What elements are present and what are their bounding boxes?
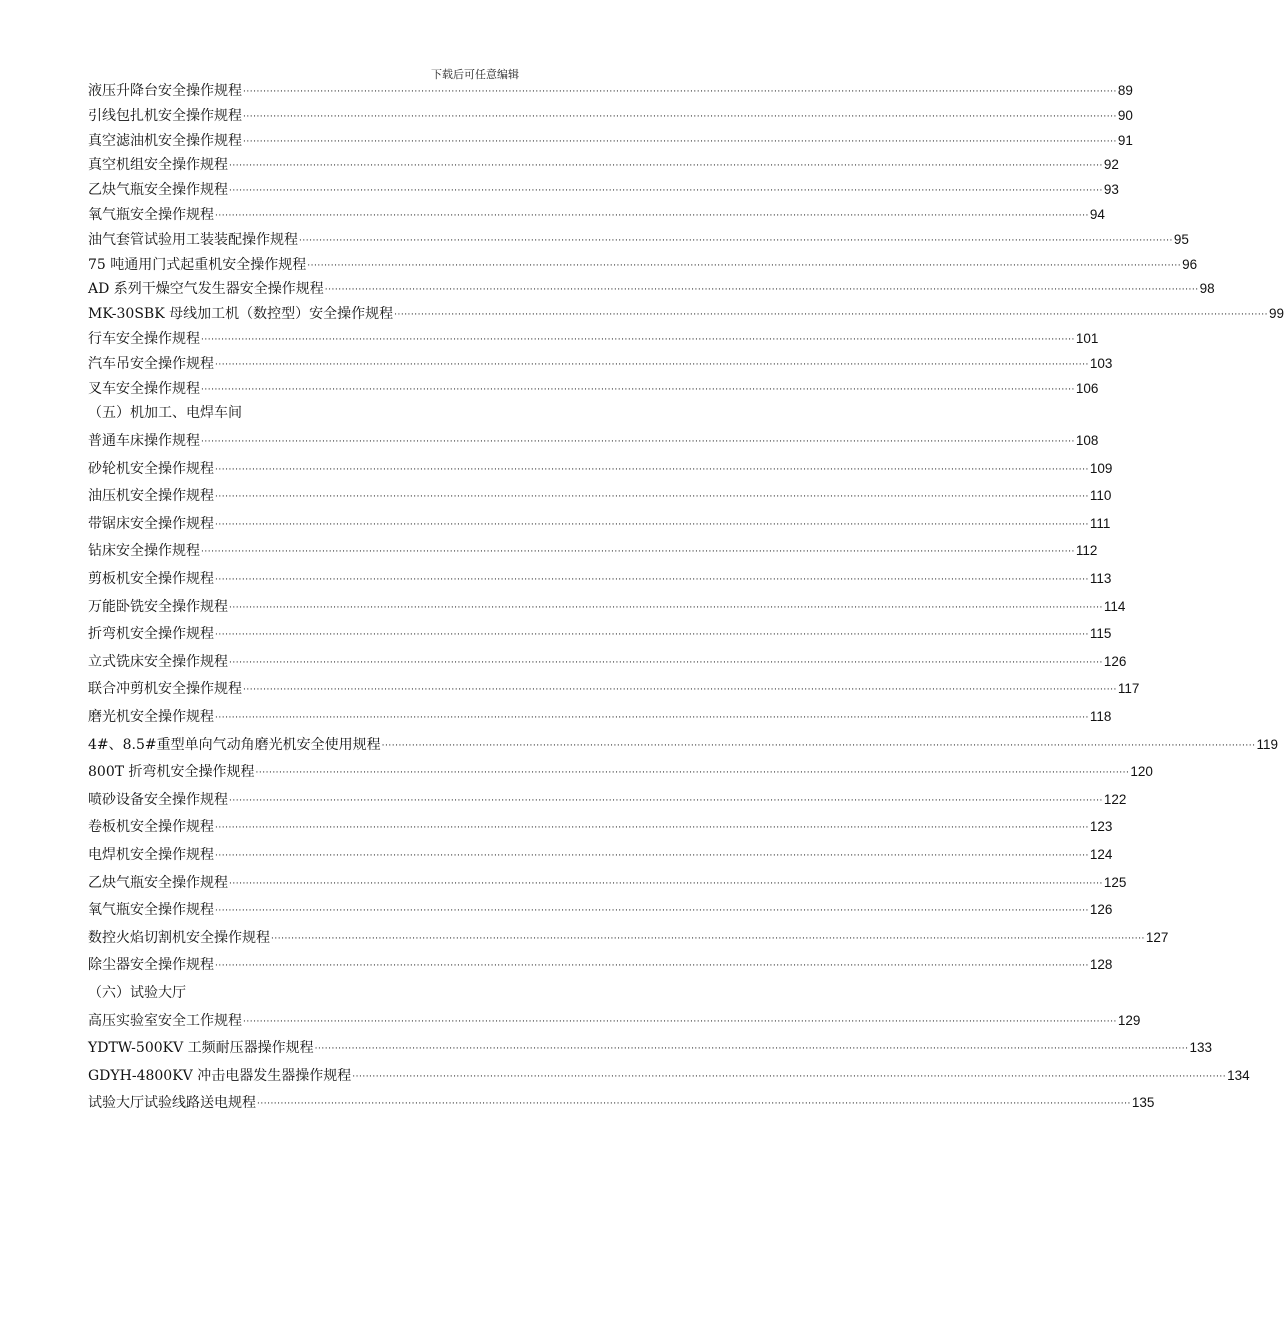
toc-entry[interactable] [88,180,1119,200]
toc-entry[interactable] [88,431,1099,451]
toc-entry-page: 96 [1182,256,1198,272]
toc-entry-title: 液压升降台安全操作规程 [88,83,242,99]
toc-entry[interactable] [88,230,1189,250]
toc-leader-dots: ···································································································································································································································································· [229,186,1103,197]
toc-entry-page: 134 [1227,1067,1250,1083]
toc-leader-dots: ···································································································································································································································································· [243,685,1117,696]
toc-leader-dots: ···································································································································································································································································· [243,111,1117,122]
toc-entry[interactable] [88,873,1127,893]
toc-entry-page: 122 [1103,791,1127,807]
toc-entry-page: 117 [1117,681,1140,697]
toc-entry-page: 126 [1089,902,1113,918]
toc-entry[interactable] [88,354,1113,374]
toc-entry-title: 乙炔气瓶安全操作规程 [88,182,228,199]
toc-entry-title: 砂轮机安全操作规程 [88,460,214,477]
toc-entry[interactable] [88,679,1140,699]
toc-entry-title: 带锯床安全操作规程 [88,515,214,532]
toc-entry[interactable] [88,652,1127,672]
toc-entry-title: 联合冲剪机安全操作规程 [88,681,242,698]
toc-leader-dots: ···································································································································································································································································· [201,384,1075,395]
toc-entry-title: 普通车床操作规程 [88,433,200,449]
toc-entry[interactable] [88,379,1099,399]
toc-entry-title: 真空滤油机安全操作规程 [88,132,242,149]
toc-entry[interactable] [88,1093,1155,1113]
toc-entry-title: 油压机安全操作规程 [88,488,214,505]
toc-entry-page: 109 [1089,460,1113,476]
toc-entry-page: 92 [1103,157,1119,173]
toc-entry-title: 万能卧铣安全操作规程 [88,598,228,615]
toc-leader-dots: ···································································································································································································································································· [243,1016,1117,1027]
toc-entry-page: 103 [1089,355,1113,371]
toc-leader-dots: ···································································································································································································································································· [215,359,1089,370]
toc-entry-title: 试验大厅试验线路送电规程 [88,1095,256,1112]
toc-entry-title: 氧气瓶安全操作规程 [88,207,214,223]
toc-section-heading: （五）机加工、电焊车间 [88,405,242,422]
toc-leader-dots: ···································································································································································································································································· [215,492,1089,503]
toc-entry-title: 剪板机安全操作规程 [88,571,214,587]
toc-entry-page: 133 [1189,1040,1213,1056]
toc-entry[interactable] [88,1066,1250,1086]
toc-entry-title: 除尘器安全操作规程 [88,957,214,974]
toc-entry-page: 135 [1131,1095,1155,1111]
toc-leader-dots: ···································································································································································································································································· [314,1044,1189,1055]
toc-leader-dots: ···································································································································································································································································· [201,437,1075,447]
toc-entry-title: 高压实验室安全工作规程 [88,1012,242,1029]
toc-entry-title: 磨光机安全操作规程 [88,709,214,725]
toc-leader-dots: ···································································································································································································································································· [201,335,1075,345]
toc-entry[interactable] [88,707,1112,727]
toc-leader-dots: ···································································································································································································································································· [215,211,1089,221]
toc-leader-dots: ···································································································································································································································································· [352,1071,1227,1082]
toc-leader-dots: ···································································································································································································································································· [215,823,1089,834]
toc-leader-dots: ···································································································································································································································································· [243,87,1117,97]
toc-entry[interactable] [88,845,1113,865]
toc-entry-page: 95 [1173,231,1189,247]
toc-entry-title: 75 吨通用门式起重机安全操作规程 [88,256,307,273]
toc-entry-title: 800T 折弯机安全操作规程 [88,764,255,781]
toc-entry-page: 101 [1075,331,1099,346]
toc-leader-dots: ···································································································································································································································································· [299,235,1173,246]
toc-leader-dots: ···································································································································································································································································· [394,310,1268,321]
toc-entry[interactable] [88,329,1099,349]
toc-entry-title: MK-30SBK 母线加工机（数控型）安全操作规程 [88,306,394,323]
toc-entry-page: 99 [1268,306,1284,322]
toc-leader-dots: ···································································································································································································································································· [243,136,1117,147]
toc-entry[interactable] [88,762,1153,782]
toc-entry[interactable] [88,514,1111,534]
toc-leader-dots: ···································································································································································································································································· [215,961,1089,972]
toc-entry-title: GDYH-4800KV 冲击电器发生器操作规程 [88,1067,352,1084]
toc-entry[interactable] [88,928,1169,948]
toc-leader-dots: ···································································································································································································································································· [215,906,1089,917]
toc-entry[interactable] [88,106,1133,126]
toc-entry-title: 喷砂设备安全操作规程 [88,791,228,808]
toc-entry-page: 127 [1145,929,1169,945]
toc-entry-page: 124 [1089,847,1113,862]
toc-entry[interactable] [88,304,1284,324]
toc-entry-title: 叉车安全操作规程 [88,380,200,397]
toc-entry-title: 油气套管试验用工装装配操作规程 [88,231,298,248]
toc-entry-page: 113 [1089,571,1112,586]
page-header: 下载后可任意编辑 [431,68,519,81]
toc-entry-page: 115 [1089,626,1112,642]
toc-entry[interactable] [88,569,1112,589]
toc-leader-dots: ···································································································································································································································································· [215,630,1089,641]
toc-section-heading: （六）试验大厅 [88,985,186,1001]
toc-entry-page: 129 [1117,1012,1141,1028]
toc-entry-page: 118 [1089,709,1112,724]
toc-entry[interactable] [88,81,1133,101]
toc-entry-title: 汽车吊安全操作规程 [88,355,214,372]
toc-entry-page: 125 [1103,874,1127,890]
toc-entry-title: 数控火焰切割机安全操作规程 [88,929,270,946]
toc-entry[interactable] [88,459,1113,479]
toc-entry-page: 111 [1089,515,1111,531]
toc-leader-dots: ···································································································································································································································································· [255,768,1130,779]
toc-leader-dots: ···································································································································································································································································· [257,1099,1131,1110]
toc-entry-page: 110 [1089,488,1112,504]
toc-leader-dots: ···································································································································································································································································· [215,851,1089,861]
toc-entry[interactable] [88,735,1278,755]
toc-leader-dots: ···································································································································································································································································· [215,464,1089,475]
toc-leader-dots: ···································································································································································································································································· [215,519,1089,530]
toc-entry-page: 98 [1199,281,1215,297]
toc-entry[interactable] [88,955,1113,975]
toc-entry[interactable] [88,279,1215,299]
toc-entry[interactable] [88,790,1127,810]
toc-entry-title: 卷板机安全操作规程 [88,819,214,836]
toc-entry-title: 电焊机安全操作规程 [88,847,214,863]
toc-entry-title: 真空机组安全操作规程 [88,157,228,174]
toc-entry[interactable] [88,486,1112,506]
toc-entry[interactable] [88,900,1113,920]
toc-entry-title: 折弯机安全操作规程 [88,626,214,643]
toc-entry[interactable] [88,131,1133,151]
toc-entry[interactable] [88,155,1119,175]
toc-entry-title: 立式铣床安全操作规程 [88,653,228,670]
toc-entry-page: 126 [1103,653,1127,669]
toc-leader-dots: ···································································································································································································································································· [307,260,1182,271]
toc-entry-page: 114 [1103,598,1126,614]
toc-entry-page: 89 [1117,83,1133,98]
toc-leader-dots: ···································································································································································································································································· [201,547,1075,558]
toc-entry-page: 106 [1075,380,1099,396]
toc-leader-dots: ···································································································································································································································································· [229,657,1103,668]
toc-entry[interactable] [88,541,1098,561]
toc-leader-dots: ···································································································································································································································································· [215,713,1089,723]
toc-entry-page: 94 [1089,207,1105,222]
toc-entry-title: 钻床安全操作规程 [88,543,200,560]
toc-entry[interactable] [88,817,1113,837]
toc-entry-page: 108 [1075,433,1099,448]
toc-leader-dots: ···································································································································································································································································· [229,602,1103,613]
toc-entry-page: 119 [1256,736,1278,752]
toc-entry[interactable] [88,1011,1141,1031]
toc-entry-title: 氧气瓶安全操作规程 [88,902,214,919]
toc-entry-page: 90 [1117,107,1133,123]
toc-leader-dots: ···································································································································································································································································· [324,285,1199,296]
toc-entry-page: 93 [1103,182,1119,198]
toc-leader-dots: ···································································································································································································································································· [229,795,1103,806]
toc-entry-title: YDTW-500KV 工频耐压器操作规程 [88,1040,314,1057]
toc-entry-page: 128 [1089,957,1113,973]
toc-entry-page: 91 [1117,132,1133,148]
toc-entry[interactable] [88,624,1112,644]
toc-entry-title: 4#、8.5#重型单向气动角磨光机安全使用规程 [88,736,381,753]
toc-leader-dots: ···································································································································································································································································· [229,878,1103,889]
toc-entry-page: 112 [1075,543,1098,559]
toc-leader-dots: ···································································································································································································································································· [271,933,1145,944]
toc-entry-title: AD 系列干燥空气发生器安全操作规程 [88,281,324,298]
toc-entry-title: 行车安全操作规程 [88,331,200,347]
toc-entry-title: 乙炔气瓶安全操作规程 [88,874,228,891]
toc-entry-page: 120 [1130,764,1153,780]
toc-entry[interactable] [88,255,1198,275]
toc-entry-title: 引线包扎机安全操作规程 [88,107,242,124]
toc-entry-page: 123 [1089,819,1113,835]
toc-leader-dots: ···································································································································································································································································· [381,740,1256,751]
toc-entry[interactable] [88,597,1126,617]
toc-entry[interactable] [88,1038,1213,1058]
toc-entry[interactable] [88,205,1105,225]
toc-leader-dots: ···································································································································································································································································· [215,575,1089,585]
toc-leader-dots: ···································································································································································································································································· [229,161,1103,172]
